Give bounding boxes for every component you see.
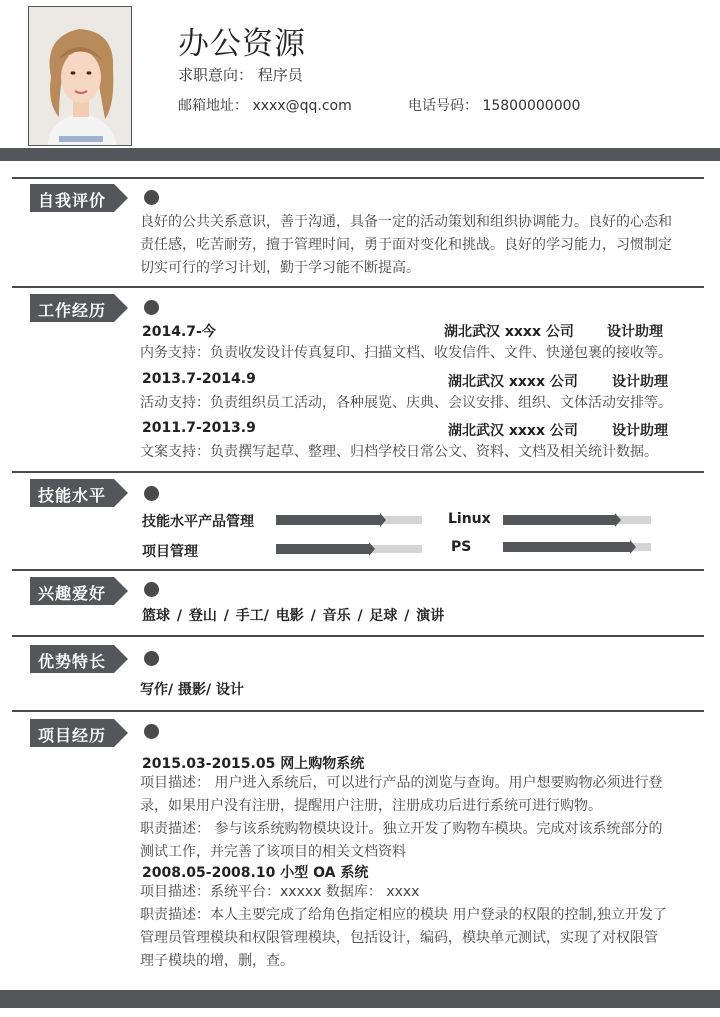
skill-fill-arrow	[503, 513, 621, 527]
section-divider	[12, 471, 704, 473]
section-divider	[12, 286, 704, 288]
text-line: 职责描述：本人主要完成了给角色指定相应的模块 用户登录的权限的控制,独立开发了	[140, 907, 667, 923]
section-tag-work	[30, 294, 130, 322]
skill-fill	[276, 513, 422, 527]
work-role: 设计助理	[612, 374, 668, 390]
work-desc: 内务支持：负责收发设计传真复印、扫描文档、收发信件、文件、快递包裹的接收等。	[140, 345, 672, 361]
project-desc	[140, 881, 667, 973]
bullet-dot	[144, 651, 159, 666]
work-period: 2013.7-2014.9	[142, 371, 256, 387]
skill-bar	[503, 540, 651, 552]
bullet-dot	[144, 190, 159, 205]
skill-fill-arrow	[276, 542, 375, 556]
section-title: 优势特长	[38, 652, 107, 671]
text-line: 管理员管理模块和权限管理模块，包括设计，编码，模块单元测试，实现了对权限管	[140, 930, 658, 946]
job-objective	[178, 64, 303, 85]
section-title: 自我评价	[38, 191, 107, 210]
project-heading: 2015.03-2015.05 网上购物系统	[142, 756, 365, 772]
skill-fill-arrow	[503, 540, 636, 554]
section-title: 工作经历	[38, 301, 107, 320]
hobbies-text: 篮球 / 登山 / 手工/ 电影 / 音乐 / 足球 / 演讲	[142, 608, 445, 624]
skill-name: 项目管理	[142, 544, 198, 560]
skill-bar	[276, 513, 422, 525]
section-tag-self-eval	[30, 184, 130, 212]
text-line: 理子模块的增，删，查。	[140, 953, 294, 969]
text-line: 切实可行的学习计划，勤于学习能不断提高。	[140, 260, 420, 276]
bullet-dot	[144, 724, 159, 739]
email-line	[178, 95, 352, 115]
section-title: 项目经历	[38, 726, 107, 745]
project-desc	[140, 772, 662, 864]
email-value: xxxx@qq.com	[252, 98, 352, 114]
section-divider	[12, 635, 704, 637]
bullet-dot	[144, 300, 159, 315]
work-company: 湖北武汉 xxxx 公司	[448, 374, 578, 390]
skill-bar	[503, 513, 651, 525]
text-line: 测试工作，并完善了该项目的相关文档资料	[140, 844, 406, 860]
candidate-name: 办公资源	[178, 26, 306, 62]
work-company: 湖北武汉 xxxx 公司	[444, 324, 574, 340]
skill-bar	[276, 542, 422, 554]
section-title: 技能水平	[38, 486, 107, 505]
section-tag-skills	[30, 479, 130, 507]
bullet-dot	[144, 486, 159, 501]
section-divider	[12, 177, 704, 179]
skill-name: PS	[451, 539, 472, 555]
work-desc: 活动支持：负责组织员工活动，各种展览、庆典、会议安排、组织、文体活动安排等。	[140, 395, 672, 411]
section-tag-hobbies	[30, 577, 130, 605]
profile-photo	[28, 6, 132, 146]
text-line: 项目描述：系统平台：xxxxx 数据库： xxxx	[140, 884, 420, 900]
skill-fill	[503, 513, 651, 527]
text-line: 责任感，吃苦耐劳，擅于管理时间，勇于面对变化和挑战。良好的学习能力，习惯制定	[140, 237, 672, 253]
avatar-illustration	[29, 7, 132, 146]
section-title: 兴趣爱好	[38, 584, 107, 603]
skill-name: Linux	[448, 511, 491, 527]
phone-value: 15800000000	[482, 98, 581, 114]
job-value: 程序员	[257, 66, 303, 84]
work-period: 2014.7-今	[142, 324, 216, 340]
section-divider	[12, 710, 704, 712]
job-label: 求职意向：	[178, 66, 254, 84]
section-tag-projects	[30, 719, 130, 747]
work-role: 设计助理	[607, 324, 663, 340]
skill-fill	[276, 542, 422, 556]
section-divider	[12, 569, 704, 571]
work-period: 2011.7-2013.9	[142, 420, 256, 436]
text-line: 录，如果用户没有注册，提醒用户注册，注册成功后进行系统可进行购物。	[140, 798, 602, 814]
work-desc: 文案支持：负责撰写起草、整理、归档学校日常公文、资料、文档及相关统计数据。	[140, 444, 658, 460]
skill-fill-arrow	[276, 513, 386, 527]
phone-label: 电话号码：	[408, 98, 478, 114]
work-company: 湖北武汉 xxxx 公司	[448, 423, 578, 439]
text-line: 项目描述： 用户进入系统后，可以进行产品的浏览与查询。用户想要购物必须进行登	[140, 775, 663, 791]
text-line: 良好的公共关系意识，善于沟通，具备一定的活动策划和组织协调能力。良好的心态和	[140, 214, 672, 230]
email-label: 邮箱地址：	[178, 98, 248, 114]
phone-line	[408, 95, 580, 115]
bottom-bar	[0, 990, 720, 1008]
bullet-dot	[144, 582, 159, 597]
project-heading: 2008.05-2008.10 小型 OA 系统	[142, 865, 369, 881]
text-line: 职责描述： 参与该系统购物模块设计。独立开发了购物车模块。完成对该系统部分的	[140, 821, 663, 837]
skill-fill	[503, 540, 651, 554]
skill-name: 技能水平产品管理	[142, 514, 254, 530]
self-eval-text	[140, 211, 672, 280]
top-bar	[0, 148, 720, 161]
work-role: 设计助理	[612, 423, 668, 439]
section-tag-strengths	[30, 645, 130, 673]
strengths-text: 写作/ 摄影/ 设计	[140, 682, 244, 698]
